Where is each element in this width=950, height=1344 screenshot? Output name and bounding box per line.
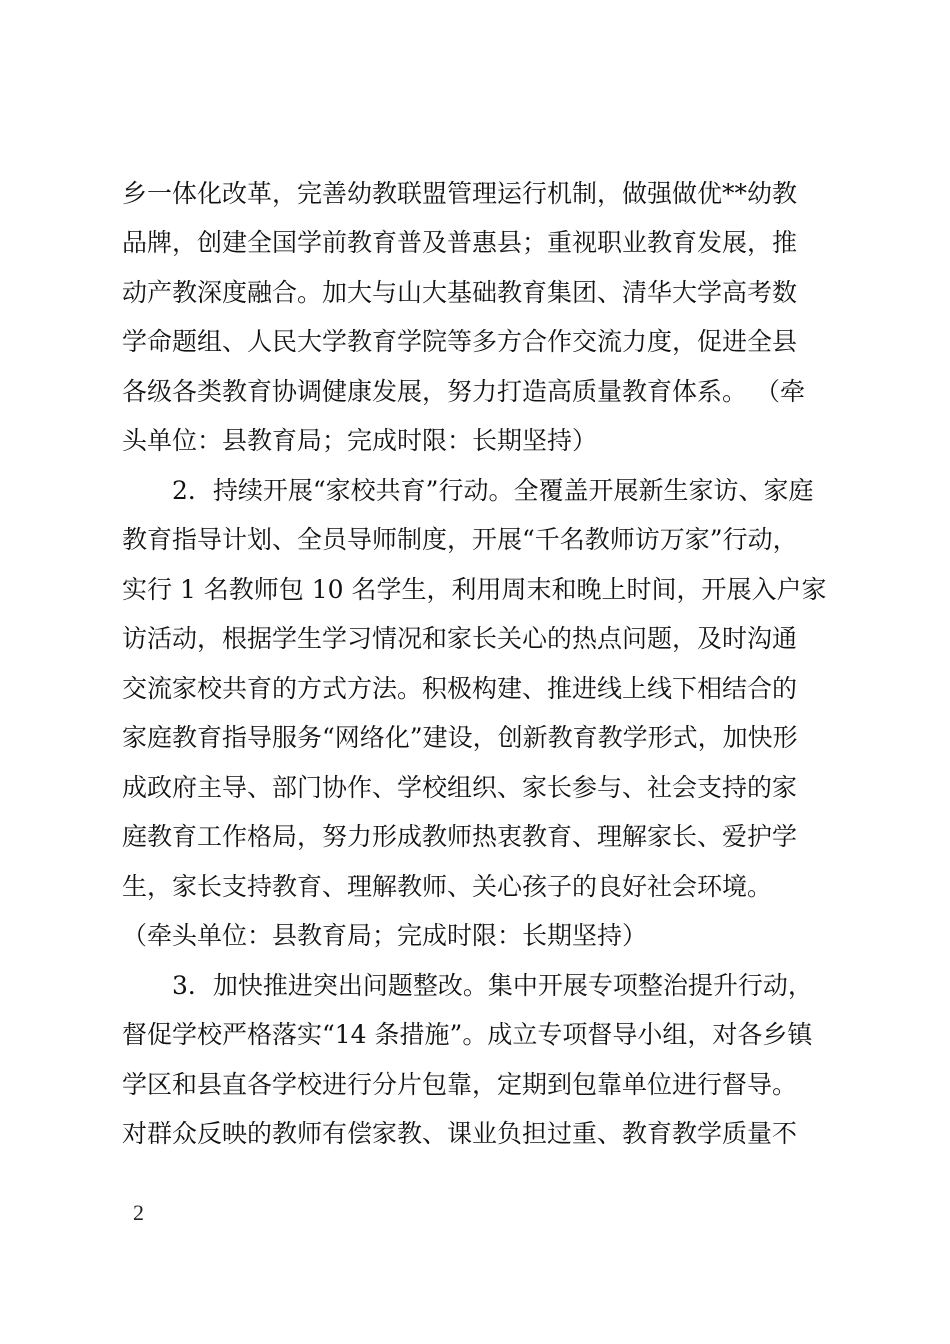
text-line: 教育指导计划、全员导师制度，开展“千名教师访万家”行动， — [122, 525, 798, 554]
text-line: 品牌，创建全国学前教育普及普惠县；重视职业教育发展，推 — [122, 228, 798, 257]
page-number: 2 — [133, 1200, 144, 1225]
text-line: 生，家长支持教育、理解教师、关心孩子的良好社会环境。 — [122, 872, 773, 901]
paragraph-2-start: 2．持续开展“家校共育”行动。全覆盖开展新生家访、家庭 — [172, 476, 814, 505]
text-line: 乡一体化改革，完善幼教联盟管理运行机制，做强做优**幼教 — [122, 179, 798, 208]
text-line: 头单位：县教育局；完成时限：长期坚持） — [122, 426, 598, 455]
text-line: 交流家校共育的方式方法。积极构建、推进线上线下相结合的 — [122, 674, 798, 703]
text-line: 成政府主导、部门协作、学校组织、家长参与、社会支持的家 — [122, 773, 798, 802]
text-line: 访活动，根据学生学习情况和家长关心的热点问题，及时沟通 — [122, 624, 798, 653]
paragraph-3-start: 3．加快推进突出问题整改。集中开展专项整治提升行动， — [172, 971, 813, 1000]
text-line: （牵头单位：县教育局；完成时限：长期坚持） — [122, 921, 648, 950]
text-line: 督促学校严格落实“14 条措施”。成立专项督导小组，对各乡镇 — [122, 1020, 813, 1049]
text-line: 各级各类教育协调健康发展，努力打造高质量教育体系。 （牵 — [122, 377, 805, 406]
text-line: 动产教深度融合。加大与山大基础教育集团、清华大学高考数 — [122, 278, 798, 307]
text-line: 对群众反映的教师有偿家教、课业负担过重、教育教学质量不 — [122, 1119, 798, 1148]
text-line: 家庭教育指导服务“网络化”建设，创新教育教学形式，加快形 — [122, 723, 798, 752]
text-line: 实行 1 名教师包 10 名学生，利用周末和晚上时间，开展入户家 — [122, 575, 827, 604]
text-line: 学区和县直各学校进行分片包靠，定期到包靠单位进行督导。 — [122, 1070, 798, 1099]
text-line: 学命题组、人民大学教育学院等多方合作交流力度，促进全县 — [122, 327, 798, 356]
text-line: 庭教育工作格局，努力形成教师热衷教育、理解家长、爱护学 — [122, 822, 798, 851]
